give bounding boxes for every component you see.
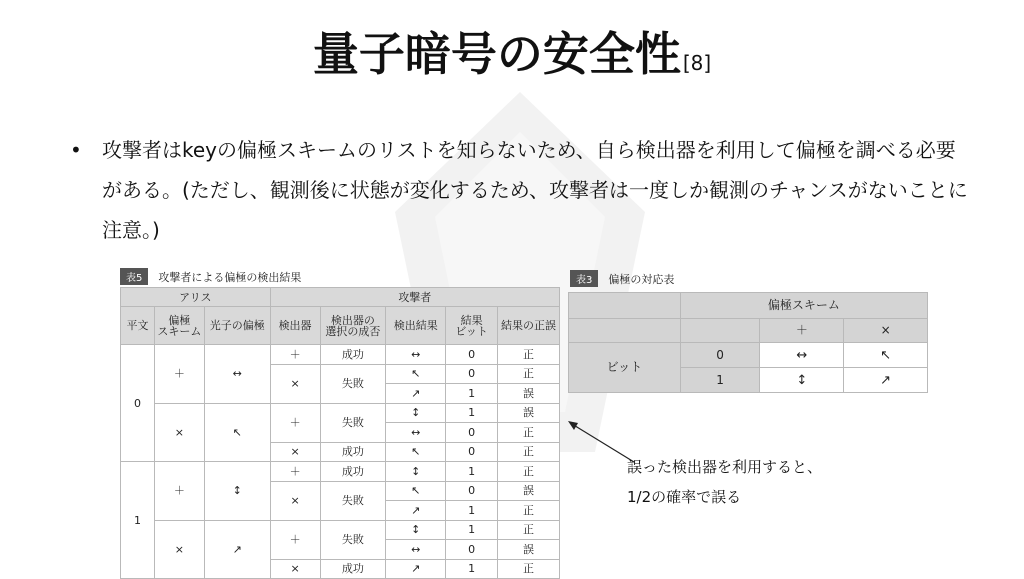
table5-cell-res: ↕ <box>386 520 446 540</box>
table5-tag: 表5 <box>120 268 148 285</box>
table5-row <box>121 403 560 423</box>
table5-caption-text: 攻撃者による偏極の検出結果 <box>158 270 302 284</box>
table5-cell-det: ＋ <box>270 403 320 442</box>
table5-cell-photon: ↖ <box>204 403 270 462</box>
table5-caption <box>120 268 301 285</box>
table3-cell-1-plus: ↕ <box>760 368 844 393</box>
table5-cell-res: ↔ <box>386 423 446 443</box>
table5-cell-photon: ↕ <box>204 462 270 521</box>
table5-cell-ok: 正 <box>498 559 560 579</box>
table5-cell-res: ↗ <box>386 384 446 404</box>
table3-cell-1-cross: ↗ <box>844 368 928 393</box>
table5-cell-det: × <box>270 481 320 520</box>
table5-cell-ok: 正 <box>498 442 560 462</box>
table5-cell-bit: 0 <box>446 540 498 560</box>
table5-cell-res: ↖ <box>386 364 446 384</box>
table5-cell-scheme: × <box>154 520 204 579</box>
table5-cell-plain: 1 <box>121 462 155 579</box>
table5-cell-det: ＋ <box>270 345 320 365</box>
table3-corner2 <box>569 319 681 343</box>
slide-title <box>0 22 1024 95</box>
table5-cell-ok: 誤 <box>498 481 560 501</box>
table5-col-header: 結果の正誤 <box>498 307 560 345</box>
table5 <box>120 287 560 579</box>
title-reference: [8] <box>682 51 712 75</box>
table5-cell-ok: 誤 <box>498 384 560 404</box>
table5-cell-ok: 正 <box>498 364 560 384</box>
table5-cell-sel: 失敗 <box>320 520 386 559</box>
note-line-2: 1/2の確率で誤る <box>627 488 742 506</box>
table3-corner <box>569 293 681 319</box>
table5-cell-sel: 失敗 <box>320 364 386 403</box>
table3-cell-0-plus: ↔ <box>760 343 844 368</box>
table5-cell-scheme: ＋ <box>154 462 204 521</box>
bullet-point <box>70 130 970 250</box>
table5-row <box>121 520 560 540</box>
table3-caption-text: 偏極の対応表 <box>608 272 675 286</box>
table3-bit-0: 0 <box>680 343 760 368</box>
table5-cell-bit: 0 <box>446 481 498 501</box>
bullet-marker: • <box>70 138 82 162</box>
table5-cell-ok: 正 <box>498 423 560 443</box>
table5-cell-scheme: ＋ <box>154 345 204 404</box>
table5-cell-scheme: × <box>154 403 204 462</box>
table5-cell-bit: 1 <box>446 384 498 404</box>
table5-row <box>121 462 560 482</box>
table5-cell-res: ↖ <box>386 481 446 501</box>
table5-col-header: 偏極 スキーム <box>154 307 204 345</box>
table5-cell-res: ↗ <box>386 501 446 521</box>
table5-cell-bit: 0 <box>446 442 498 462</box>
table3-scheme-plus: ＋ <box>760 319 844 343</box>
table5-cell-photon: ↗ <box>204 520 270 579</box>
annotation-note <box>627 452 822 512</box>
title-text: 量子暗号の安全性 <box>312 27 681 81</box>
table5-cell-det: × <box>270 364 320 403</box>
table5-cell-ok: 正 <box>498 520 560 540</box>
table3-bit-1: 1 <box>680 368 760 393</box>
table5-cell-ok: 誤 <box>498 403 560 423</box>
table5-cell-ok: 正 <box>498 501 560 521</box>
table5-cell-bit: 1 <box>446 403 498 423</box>
table5-cell-bit: 1 <box>446 520 498 540</box>
table5-cell-bit: 0 <box>446 345 498 365</box>
table3-row-label: ビット <box>569 343 681 393</box>
table5-cell-res: ↕ <box>386 462 446 482</box>
table5-cell-det: ＋ <box>270 462 320 482</box>
table3-caption <box>570 270 674 287</box>
table5-cell-sel: 成功 <box>320 559 386 579</box>
note-line-1: 誤った検出器を利用すると、 <box>627 458 823 476</box>
table5-cell-det: × <box>270 442 320 462</box>
table5-col-header: 光子の偏極 <box>204 307 270 345</box>
table3-blank <box>680 319 760 343</box>
table5-cell-det: ＋ <box>270 520 320 559</box>
table5-cell-ok: 正 <box>498 345 560 365</box>
table5-cell-sel: 成功 <box>320 442 386 462</box>
table5-cell-sel: 成功 <box>320 462 386 482</box>
table5-cell-bit: 1 <box>446 462 498 482</box>
table5-col-header: 検出結果 <box>386 307 446 345</box>
table5-cell-bit: 0 <box>446 364 498 384</box>
table5-row <box>121 345 560 365</box>
table5-cell-bit: 0 <box>446 423 498 443</box>
table5-cell-ok: 正 <box>498 462 560 482</box>
table5-col-header: 検出器 <box>270 307 320 345</box>
table5-group-attacker: 攻撃者 <box>270 288 559 307</box>
table5-cell-bit: 1 <box>446 501 498 521</box>
table5-cell-res: ↔ <box>386 345 446 365</box>
table5-cell-plain: 0 <box>121 345 155 462</box>
table5-cell-res: ↗ <box>386 559 446 579</box>
table5-cell-res: ↔ <box>386 540 446 560</box>
table5-col-header: 結果 ビット <box>446 307 498 345</box>
table5-cell-bit: 1 <box>446 559 498 579</box>
table5-col-header: 平文 <box>121 307 155 345</box>
table5-cell-sel: 失敗 <box>320 481 386 520</box>
table5-cell-sel: 成功 <box>320 345 386 365</box>
bullet-text: 攻撃者はkeyの偏極スキームのリストを知らないため、自ら検出器を利用して偏極を調べる必要がある。(ただし、観測後に状態が変化するため、攻撃者は一度しか観測のチャンスがないことに注意。) <box>102 138 968 242</box>
table5-cell-det: × <box>270 559 320 579</box>
table3-cell-0-cross: ↖ <box>844 343 928 368</box>
table5-cell-sel: 失敗 <box>320 403 386 442</box>
table5-cell-res: ↖ <box>386 442 446 462</box>
table5-col-header: 検出器の 選択の成否 <box>320 307 386 345</box>
table3-header: 偏極スキーム <box>680 293 927 319</box>
table3 <box>568 292 928 393</box>
table3-scheme-cross: × <box>844 319 928 343</box>
table5-cell-ok: 誤 <box>498 540 560 560</box>
table5-group-alice: アリス <box>121 288 271 307</box>
table3-tag: 表3 <box>570 270 598 287</box>
table5-cell-photon: ↔ <box>204 345 270 404</box>
table5-cell-res: ↕ <box>386 403 446 423</box>
